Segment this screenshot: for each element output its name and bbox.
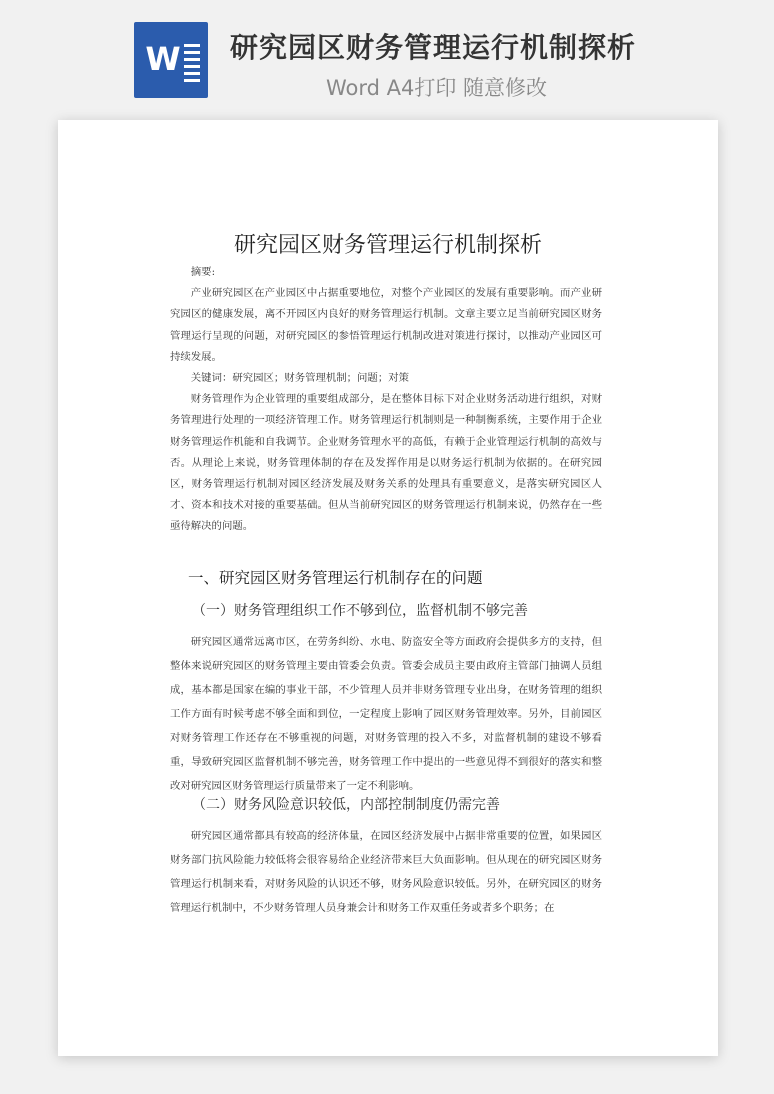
subsection-body (170, 630, 602, 798)
document-lines-icon (184, 44, 200, 86)
subsection-body (170, 824, 602, 920)
document-title: 研究园区财务管理运行机制探析 (233, 233, 542, 258)
keywords-text: 关键词：研究园区；财务管理机制；问题；对策 (190, 372, 409, 385)
abstract-text: 产业研究园区在产业园区中占据重要地位，对整个产业园区的发展有重要影响。而产业研究园区的健康发展，离不开园区内良好的财务管理运行机制。文章主要立足当前研究园区财务管理运行呈现的问题，对研究园区的参悟管理运行机制改进对策进行探讨，以推动产业园区可持续发展。 (170, 287, 602, 363)
abstract-block (170, 262, 602, 538)
word-logo-letter: W (145, 40, 181, 78)
word-document-icon (134, 22, 208, 98)
intro-paragraph: 财务管理作为企业管理的重要组成部分，是在整体目标下对企业财务活动进行组织，对财务管理进行处理的一项经济管理工作。财务管理运行机制则是一种制衡系统，主要作用于企业财务管理运作机能和自我调节。企业财务管理水平的高低，有赖于企业管理运行机制的高效与否。从理论上来说，财务管理体制的存在及发挥作用是以财务运行机制为依据的。在研究园区，财务管理运行机制对园区经济发展及财务关系的处理具有重要意义，是落实研究园区人才、资本和技术对接的重要基础。但从当前研究园区的财务管理运行机制来说，仍然存在一些亟待解决的问题。 (170, 393, 602, 533)
page-header (0, 0, 774, 110)
subsection-heading: （一）财务管理组织工作不够到位，监督机制不够完善 (192, 603, 528, 619)
header-subtitle: Word A4打印 随意修改 (326, 76, 548, 100)
subsection-heading: （二）财务风险意识较低，内部控制制度仍需完善 (192, 797, 500, 813)
section-heading: 一、研究园区财务管理运行机制存在的问题 (188, 569, 483, 587)
header-title: 研究园区财务管理运行机制探析 (230, 31, 637, 64)
paragraph: 研究园区通常远离市区，在劳务纠纷、水电、防盗安全等方面政府会提供多方的支持，但整体来说研究园区的财务管理主要由管委会负责。管委会成员主要由政府主管部门抽调人员组成，基本都是国家在编的事业干部，不少管理人员并非财务管理专业出身，在财务管理的组织工作方面有时候考虑不够全面和到位，一定程度上影响了园区财务管理效率。另外，目前园区对财务管理工作还存在不够重视的问题，对财务管理的投入不多，对监督机制的建设不够看重，导致研究园区监督机制不够完善，财务管理工作中提出的一些意见得不到很好的落实和整改对研究园区财务管理运行质量带来了一定不利影响。 (170, 636, 602, 792)
abstract-label: 摘要: (190, 266, 216, 278)
document-page (58, 120, 718, 1056)
paragraph: 研究园区通常都具有较高的经济体量，在园区经济发展中占据非常重要的位置，如果园区财务部门抗风险能力较低将会很容易给企业经济带来巨大负面影响。但从现在的研究园区财务管理运行机制来看，对财务风险的认识还不够，财务风险意识较低。另外，在研究园区的财务管理运行机制中，不少财务管理人员身兼会计和财务工作双重任务或者多个职务；在 (170, 830, 602, 914)
